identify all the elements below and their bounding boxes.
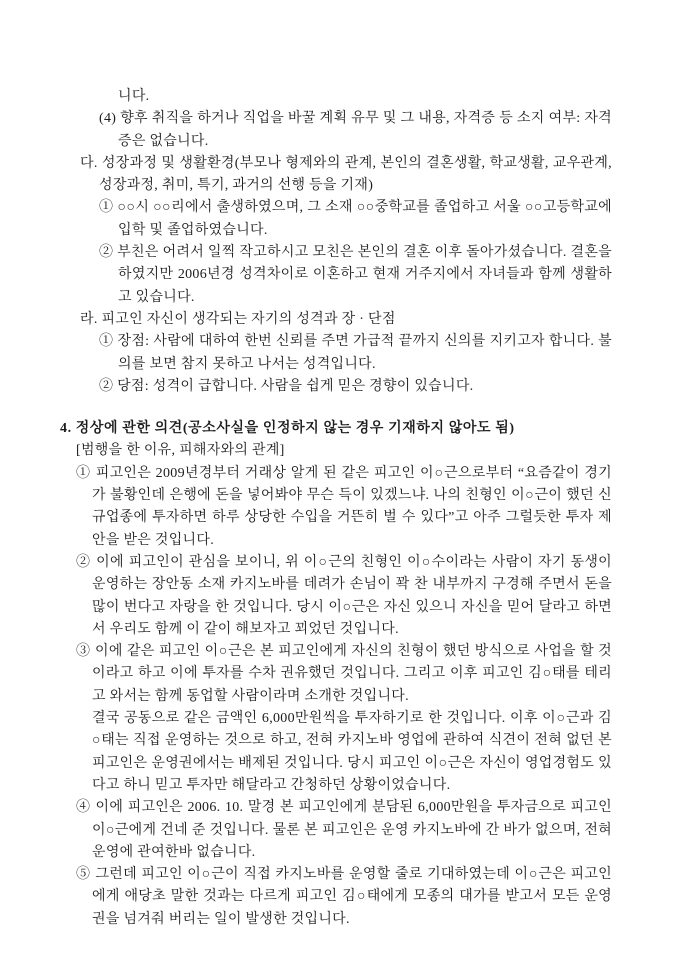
paragraph-text: 당점: 성격이 급합니다. 사람을 쉽게 믿은 경향이 있습니다. (117, 378, 474, 394)
paragraph-text: 부친은 어려서 일찍 작고하시고 모친은 본인의 결혼 이후 돌아가셨습니다. 결혼을 하였지만 2006년경 성격차이로 이혼하고 현재 거주지에서 자녀들과 함께 생활하고 있습니다. (117, 245, 612, 305)
paragraph-text: 이에 피고인은 2006. 10. 말경 본 피고인에게 분담된 6,000만원을 투자금으로 피고인 이○근에게 건네 준 것입니다. 물론 본 피고인은 운영 카지노바에 간 바가 없으며, 전혀 운영에 관여한바 없습니다. (92, 800, 612, 860)
list-marker: ② (99, 245, 118, 261)
paragraph (0, 376, 612, 398)
paragraph (0, 331, 612, 376)
list-marker: ⑤ (76, 867, 96, 883)
paragraph-text: 4. 정상에 관한 의견(공소사실을 인정하지 않는 경우 기재하지 않아도 됨) (60, 421, 515, 437)
paragraph (0, 108, 612, 153)
list-marker: ① (99, 200, 118, 216)
list-marker: ① (99, 334, 118, 350)
paragraph-text: 결국 공동으로 같은 금액인 6,000만원씩을 투자하기로 한 것입니다. 이후 이○근과 김○태는 직접 운영하는 것으로 하고, 전혀 카지노바 영업에 관하여 식견이 전혀 없던 본 피고인은 운영권에서는 배제된 것입니다. 당시 피고인 이○근은 자신이 영업경험도 있다고 하니 믿고 투자만 해달라고 간청하던 상황이었습니다. (92, 711, 612, 793)
paragraph-text: 장점: 사람에 대하여 한번 신뢰를 주면 가급적 끝까지 신의를 지키고자 합니다. 불의를 보면 참지 못하고 나서는 성격입니다. (117, 334, 613, 372)
paragraph-text: 향후 취직을 하거나 직업을 바꿀 계획 유무 및 그 내용, 자격증 등 소지 여부: 자격증은 없습니다. (118, 111, 613, 149)
paragraph (0, 242, 612, 309)
paragraph-text: 니다. (118, 89, 150, 104)
paragraph-text: 피고인은 2009년경부터 거래상 알게 된 같은 피고인 이○근으로부터 “요즘같이 경기가 불황인데 은행에 돈을 넣어봐야 무슨 득이 있겠느냐. 나의 친형인 이○근이 했던 신규업종에 투자하면 하루 상당한 수입을 거뜬히 벌 수 있다”고 아주 그럴듯한 투자 제안을 받은 것입니다. (92, 465, 612, 548)
paragraph-text: 피고인 자신이 생각되는 자기의 성격과 장 · 단점 (101, 311, 396, 327)
paragraph (0, 309, 612, 331)
paragraph (0, 708, 612, 797)
paragraph-text: 그런데 피고인 이○근이 직접 카지노바를 운영할 줄로 기대하였는데 이○근은 피고인에게 애당초 말한 것과는 다르게 피고인 김○태에게 모종의 대가를 받고서 모든 운영권을 넘겨줘 버리는 일이 발생한 것입니다. (92, 867, 612, 927)
paragraph (0, 797, 612, 864)
paragraph (0, 153, 612, 198)
paragraph-text: 성장과정 및 생활환경(부모나 형제와의 관계, 본인의 결혼생활, 학교생활, 교우관계, 성장과정, 취미, 특기, 과거의 선행 등을 기재) (99, 155, 612, 194)
list-marker: 라. (80, 311, 102, 327)
paragraph (0, 463, 612, 552)
paragraph-text: 이에 피고인이 관심을 보이니, 위 이○근의 친형인 이○수이라는 사람이 자기 동생이 운영하는 장안동 소재 카지노바를 데려가 손님이 꽉 찬 내부까지 구경해 주면서 돈을 많이 번다고 자랑을 한 것입니다. 당시 이○근은 자신 있으니 자신을 믿어 달라고 하면서 우리도 함께 이 같이 해보자고 꾀었던 것입니다. (92, 554, 612, 637)
section-heading (0, 418, 612, 440)
paragraph-text: 이에 같은 피고인 이○근은 본 피고인에게 자신의 친형이 했던 방식으로 사업을 할 것이라고 하고 이에 투자를 수차 권유했던 것입니다. 그리고 이후 피고인 김○태를 테리고 와서는 함께 동업할 사람이라며 소개한 것입니다. (92, 644, 613, 704)
paragraph-text: ○○시 ○○리에서 출생하였으며, 그 소재 ○○중학교를 졸업하고 서울 ○○고등학교에 입학 및 졸업하였습니다. (117, 200, 612, 238)
list-marker: 다. (80, 155, 102, 171)
document-body (0, 86, 612, 931)
paragraph (0, 86, 612, 108)
list-marker: ④ (76, 800, 96, 816)
paragraph (0, 864, 612, 931)
list-marker: (4) (99, 111, 121, 127)
paragraph (0, 641, 612, 708)
list-marker: ① (76, 465, 96, 481)
list-marker: ③ (76, 644, 96, 660)
list-marker: ② (76, 554, 97, 570)
paragraph (0, 440, 612, 462)
list-marker: ② (99, 378, 118, 394)
paragraph (0, 197, 612, 242)
paragraph (0, 552, 612, 641)
paragraph-text: [범행을 한 이유, 피해자와의 관계] (76, 443, 285, 459)
